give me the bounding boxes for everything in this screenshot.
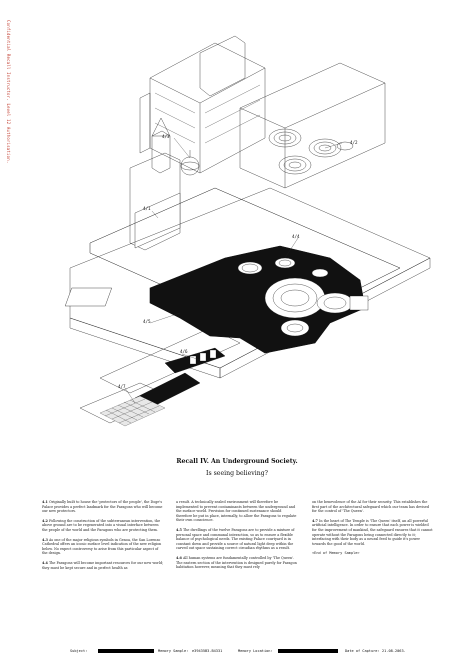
label-4-3: 4/3: [162, 134, 170, 139]
date-label: Date of Capture:: [345, 649, 380, 653]
sample-value: e39435B3-B4331: [192, 649, 223, 653]
paragraph-4-6-cont: on the benevolence of the AI for their security. This establishes the first part of the architectural safeguard which our team has devised for the control of 'The Queen'.: [312, 500, 430, 514]
end-of-memory-sample: <End of Memory Sample>: [312, 551, 360, 556]
axonometric-drawing: [40, 18, 440, 458]
sidebar-text: Confidential Recall Instructor. Level 12 Authorisation.: [6, 20, 11, 164]
recall-subtitle: Is seeing believing?: [206, 470, 268, 477]
location-redaction: [278, 649, 338, 653]
date-value: 21.08.2063.: [382, 649, 406, 653]
label-4-6: 4/6: [180, 349, 188, 354]
text-column-3: [312, 500, 434, 561]
location-label: Memory Location:: [238, 649, 273, 653]
paragraph-4-1: 4.1 Originally built to house the 'protectors of the people', the Doge's Palace provides a perfect landmark for the Paragons who will become our new protectors.: [42, 500, 163, 514]
paragraph-4-6: 4.6 All human systems are fundamentally controlled by 'The Queen'. The eastern section of the intervention is designed purely for Paragon habitation however, meaning that they must rely: [176, 555, 297, 570]
recall-title: Recall IV. An Underground Society.: [176, 458, 298, 465]
text-column-1: [42, 500, 164, 575]
paragraph-4-2: 4.2 Following the construction of the subterranean intervention, the above ground are to be regenerated into a visual interface between the people of the world and the Paragons who are protecting them.: [42, 518, 161, 532]
text-column-2: [176, 500, 298, 575]
label-4-7: 4/7: [118, 384, 126, 389]
capture-footer: [70, 648, 430, 656]
paragraph-4-5: 4.5 The dwellings of the twelve Paragons are to provide a mixture of personal space and communal interaction, so as to ensure a flexible balance of psychological needs. The existing Palace courtyard is in constant down and provide a source of natural light deep within the carved out space sustaining correct circadian rhythms as a result.: [176, 527, 295, 551]
paragraph-4-3: 4.3 As one of the major religious symbols in Genoa, the San Lorenzo Cathedral offers an iconic surface level indication of the new religion below. No expect controversy to arise from this particular aspect of the design.: [42, 537, 162, 556]
paragraph-4-4: 4.4 The Paragons will become important resources for our new world; they must be kept secure and in perfect health as: [42, 560, 164, 570]
label-4-1: 4/1: [143, 206, 151, 211]
sample-label: Memory Sample:: [158, 649, 189, 653]
subject-label: Subject:: [70, 649, 88, 653]
paragraph-4-4-cont: a result. A technically sealed environment will therefore be implemented to prevent contaminants between the underground and the surface world. Provision for continued sustenance should therefore be put in place, internally, to allow the Paragons to regulate their own conscience.: [176, 500, 297, 523]
paragraph-4-7: 4.7 In the heart of The Temple is 'The Queen' itself, an all powerful artificial intelligence. In order to ensure that each power is wielded for the improvement of mankind, the safeguard ensures that it cannot operate without the Paragons being connected directly to it; interfacing with their body as a neural feed to guide it's power towards the good of the world.: [312, 518, 433, 546]
subject-redaction: [98, 649, 154, 653]
confidential-sidebar: [2, 20, 12, 180]
label-4-5: 4/5: [143, 319, 151, 324]
label-4-4: 4/4: [292, 234, 300, 239]
label-4-2: 4/2: [350, 140, 358, 145]
